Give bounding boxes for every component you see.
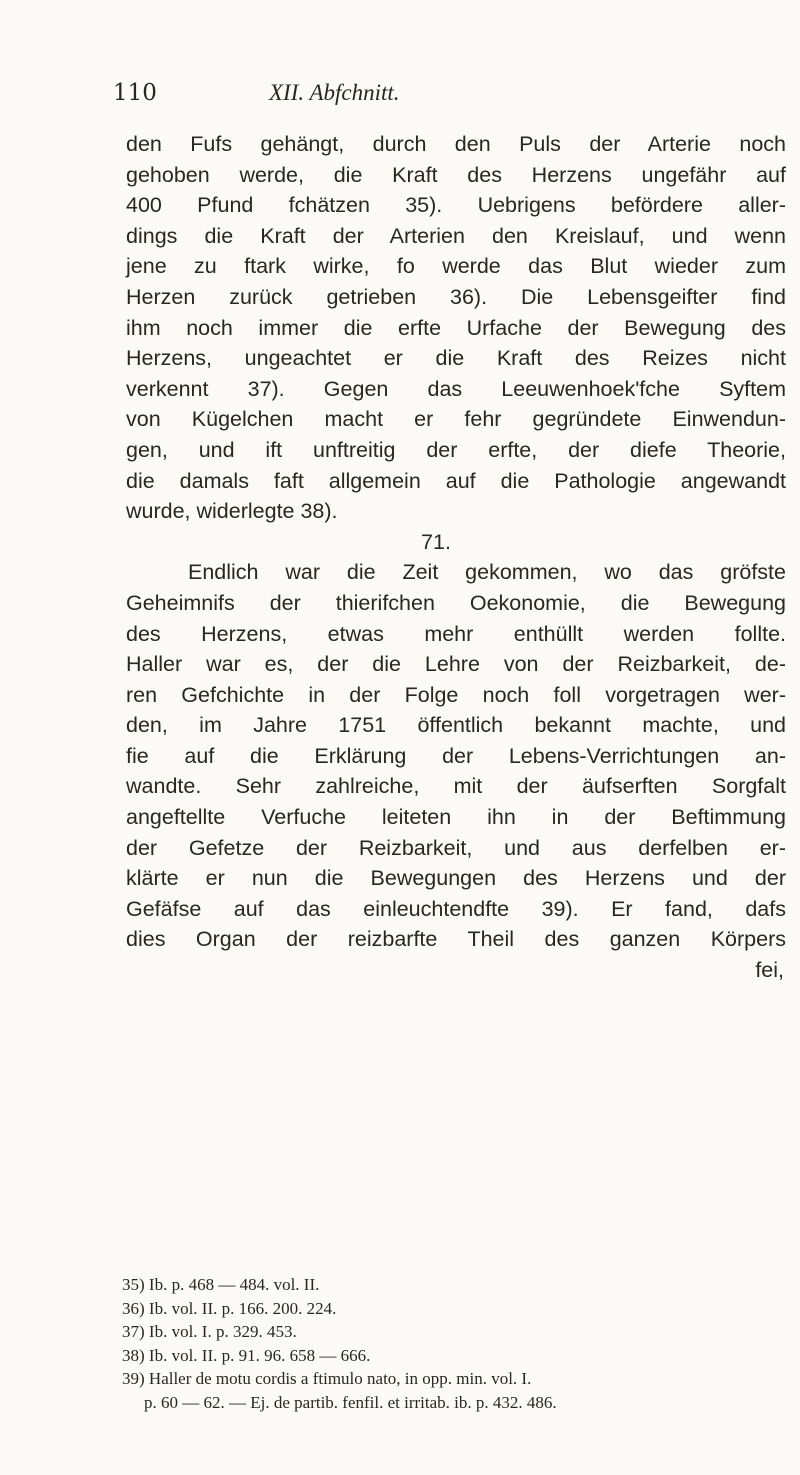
text-line: Herzen zurück getrieben 36). Die Lebensgeifter find bbox=[126, 284, 786, 309]
text-line: Haller war es, der die Lehre von der Reizbarkeit, de- bbox=[126, 652, 786, 677]
text-line: klärte er nun die Bewegungen des Herzens und der bbox=[126, 866, 786, 891]
text-line: wandte. Sehr zahlreiche, mit der äufserften Sorgfalt bbox=[126, 774, 786, 799]
text-line: ihm noch immer die erfte Urfache der Bewegung des bbox=[126, 315, 786, 340]
footnote: 39) Haller de motu cordis a ftimulo nato, in opp. min. vol. I. bbox=[122, 1369, 532, 1388]
paragraph-number: 71. bbox=[421, 529, 451, 554]
text-line: angeftellte Verfuche leiteten ihn in der Beftimmung bbox=[126, 805, 786, 830]
footnote: 36) Ib. vol. II. p. 166. 200. 224. bbox=[122, 1298, 337, 1318]
text-line: fie auf die Erklärung der Lebens-Verrichtungen an- bbox=[126, 743, 786, 768]
text-line: jene zu ftark wirke, fo werde das Blut wieder zum bbox=[126, 254, 786, 279]
text-line: die damals faft allgemein auf die Pathologie angewandt bbox=[126, 468, 786, 493]
footnote: 37) Ib. vol. I. p. 329. 453. bbox=[122, 1322, 297, 1341]
text-line: den Fufs gehängt, durch den Puls der Arterie noch bbox=[126, 132, 786, 156]
footnote-continuation: p. 60 — 62. — Ej. de partib. fenfil. et irritab. ib. p. 432. 486. bbox=[144, 1392, 557, 1412]
text-line: wurde, widerlegte 38). bbox=[126, 499, 338, 524]
text-line: fei, bbox=[755, 958, 784, 983]
footnotes bbox=[122, 1273, 786, 1414]
text-line: der Gefetze der Reizbarkeit, und aus derfelben er- bbox=[126, 835, 786, 860]
text-line: des Herzens, etwas mehr enthüllt werden follte. bbox=[126, 621, 786, 646]
footnote: 35) Ib. p. 468 — 484. vol. II. bbox=[122, 1275, 320, 1294]
text-line: gehoben werde, die Kraft des Herzens ungefähr auf bbox=[126, 162, 786, 187]
footnote: 38) Ib. vol. II. p. 91. 96. 658 — 666. bbox=[122, 1345, 371, 1365]
text-line: Endlich war die Zeit gekommen, wo das gröfste bbox=[188, 560, 786, 585]
text-line: verkennt 37). Gegen das Leeuwenhoek'fche Syftem bbox=[126, 376, 786, 401]
text-line: gen, und ift unftreitig der erfte, der diefe Theorie, bbox=[126, 437, 786, 462]
text-line: ren Gefchichte in der Folge noch foll vorgetragen wer- bbox=[126, 682, 786, 707]
page-number: 110 bbox=[113, 80, 157, 106]
text-line: dings die Kraft der Arterien den Kreislauf, und wenn bbox=[126, 223, 786, 248]
text-line: Herzens, ungeachtet er die Kraft des Reizes nicht bbox=[126, 346, 786, 371]
text-line: von Kügelchen macht er fehr gegründete Einwendun- bbox=[126, 407, 786, 432]
running-header bbox=[113, 80, 773, 114]
text-line: Gefäfse auf das einleuchtendfte 39). Er fand, dafs bbox=[126, 896, 786, 921]
section-title: XII. Abfchnitt. bbox=[269, 80, 400, 105]
text-line: 400 Pfund fchätzen 35). Uebrigens befördere aller- bbox=[126, 193, 786, 218]
text-line: Geheimnifs der thierifchen Oekonomie, die Bewegung bbox=[126, 590, 786, 615]
body-text bbox=[126, 129, 786, 986]
text-line: den, im Jahre 1751 öffentlich bekannt machte, und bbox=[126, 713, 786, 738]
text-line: dies Organ der reizbarfte Theil des ganzen Körpers bbox=[126, 927, 786, 952]
